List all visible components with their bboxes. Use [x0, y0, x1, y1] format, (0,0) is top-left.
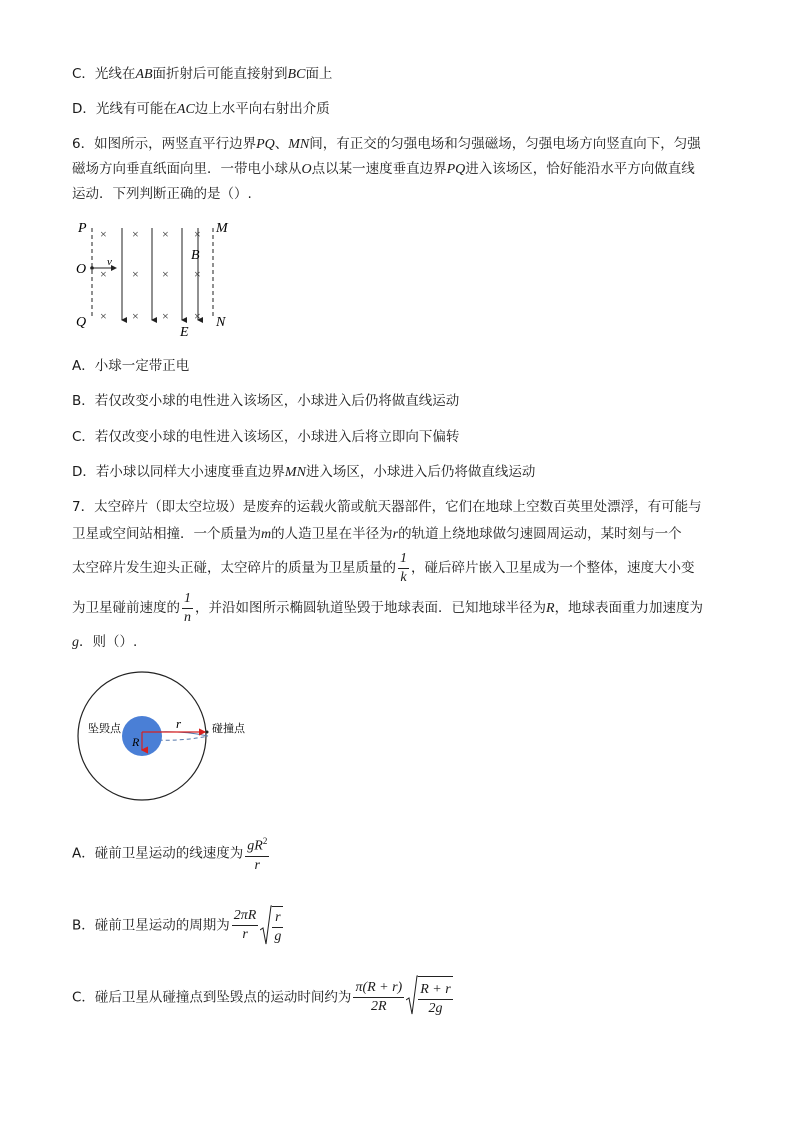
- frac-numerator: 1: [398, 550, 409, 569]
- sqrt-fraction: [272, 909, 283, 946]
- q6-stem-text: 6．如图所示，两竖直平行边界: [72, 136, 257, 152]
- cross-mark: ×: [100, 309, 107, 323]
- q5-option-d-text2: 边上水平向右射出介质: [194, 101, 330, 117]
- q7-stem-line4: [72, 588, 703, 629]
- label-v: v: [107, 256, 112, 268]
- q7-stem-line2: [72, 524, 682, 545]
- var-pq: PQ: [446, 162, 466, 177]
- var-ab: AB: [135, 67, 153, 82]
- q7-stem-text: 为卫星碰前速度的: [72, 600, 180, 616]
- q6-stem-line2: [72, 159, 695, 180]
- q6-field-diagram: [70, 214, 240, 338]
- q5-option-d: [72, 99, 330, 120]
- var-r: r: [392, 527, 399, 542]
- fraction-1-over-k: [398, 550, 409, 587]
- q7-stem-text: ．则（）.: [79, 634, 138, 650]
- var-r-earth: R: [546, 601, 555, 616]
- q6-stem-line1: [72, 134, 701, 155]
- cross-mark: ×: [162, 267, 169, 281]
- frac-numerator: R + r: [418, 981, 452, 1000]
- label-R: R: [132, 735, 140, 749]
- q7-stem-text: ，并沿如图所示椭圆轨道坠毁于地球表面．已知地球半径为: [195, 600, 546, 616]
- q7-stem-text: 的轨道上绕地球做匀速圆周运动，某时刻与一个: [398, 526, 682, 542]
- q6-option-b-text: B．若仅改变小球的电性进入该场区，小球进入后仍将做直线运动: [72, 393, 460, 409]
- label-b: B: [191, 248, 200, 263]
- label-collision-point: 碰撞点: [212, 723, 245, 735]
- q5-option-c-text3: 面上: [305, 66, 333, 82]
- q6-option-b: [72, 391, 459, 411]
- cross-mark: ×: [132, 267, 139, 281]
- q5-option-c-text2: 面折射后可能直接射到: [152, 66, 288, 82]
- label-n: N: [216, 315, 226, 330]
- q6-stem-text: 、: [274, 136, 289, 152]
- frac-denominator: r: [242, 927, 248, 942]
- label-q: Q: [76, 315, 87, 330]
- label-r: r: [176, 716, 182, 731]
- cross-mark: ×: [132, 227, 139, 241]
- q6-option-a: [72, 356, 189, 376]
- var-pq: PQ: [256, 137, 275, 152]
- frac-numerator: 1: [182, 590, 193, 609]
- q7-stem-text: ，碰后碎片嵌入卫星成为一个整体，速度大小变: [411, 560, 695, 576]
- frac-numerator: 2πR: [232, 907, 259, 926]
- fraction-1-over-n: [182, 590, 193, 627]
- cross-mark: ×: [162, 227, 169, 241]
- cross-mark: ×: [194, 227, 201, 241]
- q6-option-d-text: D．若小球以同样大小速度垂直边界: [72, 464, 285, 480]
- q7-option-b-text: B．碰前卫星运动的周期为: [72, 917, 230, 934]
- q6-stem-text: 磁场方向垂直纸面向里．一带电小球从: [72, 161, 302, 177]
- label-o: O: [76, 262, 87, 277]
- q7-stem-text: ，地球表面重力加速度为: [554, 600, 704, 616]
- q6-option-d: [72, 462, 535, 483]
- q7-orbit-diagram: [76, 670, 276, 806]
- numerator-text: gR: [247, 838, 263, 854]
- var-g: g: [72, 635, 79, 650]
- exponent: 2: [262, 836, 268, 846]
- frac-numerator: π(R + r): [353, 979, 404, 998]
- label-e: E: [180, 325, 189, 338]
- var-m: m: [261, 527, 272, 542]
- cross-mark: ×: [194, 267, 201, 281]
- frac-denominator: 2g: [428, 1000, 443, 1016]
- q7-stem-line1: [72, 497, 702, 517]
- q7-option-b: [72, 904, 283, 947]
- var-mn: MN: [284, 465, 306, 480]
- cross-mark: ×: [194, 309, 201, 323]
- cross-mark: ×: [100, 227, 107, 241]
- label-p: P: [78, 221, 87, 236]
- label-m: M: [216, 221, 228, 236]
- q5-option-c: [72, 64, 332, 85]
- q6-stem-line3: [72, 184, 252, 204]
- ball: [90, 266, 94, 270]
- q7-option-a: [72, 832, 271, 875]
- sqrt-sign-icon: [406, 974, 418, 1016]
- label-crash-point: 坠毁点: [88, 723, 121, 735]
- frac-denominator: n: [184, 609, 191, 625]
- q7-option-a-text: A．碰前卫星运动的线速度为: [72, 845, 244, 862]
- q6-option-c: [72, 427, 459, 447]
- formula-b-fraction: [232, 907, 259, 944]
- var-mn: MN: [288, 137, 310, 152]
- frac-numerator: [245, 832, 269, 857]
- q6-stem-text: 点以某一速度垂直边界: [311, 161, 447, 177]
- formula-b-sqrt: [260, 904, 283, 947]
- frac-denominator: k: [400, 569, 407, 585]
- formula-c-sqrt: [406, 974, 452, 1021]
- q6-stem-text: 进入该场区，恰好能沿水平方向做直线: [465, 161, 695, 177]
- q7-stem-text: 7．太空碎片（即太空垃圾）是废弃的运载火箭或航天器部件，它们在地球上空数百英里处漂浮，有可能与: [72, 499, 702, 515]
- q7-option-c-text: C．碰后卫星从碰撞点到坠毁点的运动时间约为: [72, 989, 352, 1006]
- q5-option-c-text: C．光线在: [72, 66, 136, 82]
- frac-numerator: r: [272, 909, 283, 928]
- q5-option-d-text: D．光线有可能在: [72, 101, 177, 117]
- q7-stem-text: 的人造卫星在半径为: [271, 526, 393, 542]
- q6-stem-text: 间，有正交的匀强电场和匀强磁场，匀强电场方向竖直向下，匀强: [309, 136, 701, 152]
- sqrt-fraction: [418, 981, 452, 1018]
- formula-c-fraction: [353, 979, 404, 1016]
- cross-mark: ×: [132, 309, 139, 323]
- q6-option-c-text: C．若仅改变小球的电性进入该场区，小球进入后将立即向下偏转: [72, 429, 460, 445]
- var-o: O: [301, 162, 312, 177]
- q7-stem-line3: [72, 548, 695, 588]
- q6-option-d-text2: 进入场区，小球进入后仍将做直线运动: [305, 464, 536, 480]
- cross-mark: ×: [162, 309, 169, 323]
- cross-mark: ×: [100, 267, 107, 281]
- q7-stem-line5: [72, 632, 137, 653]
- q7-stem-text: 太空碎片发生迎头正碰，太空碎片的质量为卫星质量的: [72, 560, 396, 576]
- frac-denominator: g: [274, 928, 282, 944]
- frac-denominator: 2R: [371, 999, 387, 1014]
- frac-denominator: r: [254, 857, 260, 873]
- sqrt-sign-icon: [260, 904, 272, 946]
- collision-point: [206, 731, 209, 734]
- formula-a: [245, 832, 269, 875]
- q6-stem-text: 运动．下列判断正确的是（）.: [72, 186, 252, 202]
- q6-option-a-text: A．小球一定带正电: [72, 358, 190, 374]
- q7-stem-text: 卫星或空间站相撞．一个质量为: [72, 526, 261, 542]
- var-ac: AC: [176, 102, 195, 117]
- q7-option-c: [72, 974, 453, 1021]
- var-bc: BC: [287, 67, 306, 82]
